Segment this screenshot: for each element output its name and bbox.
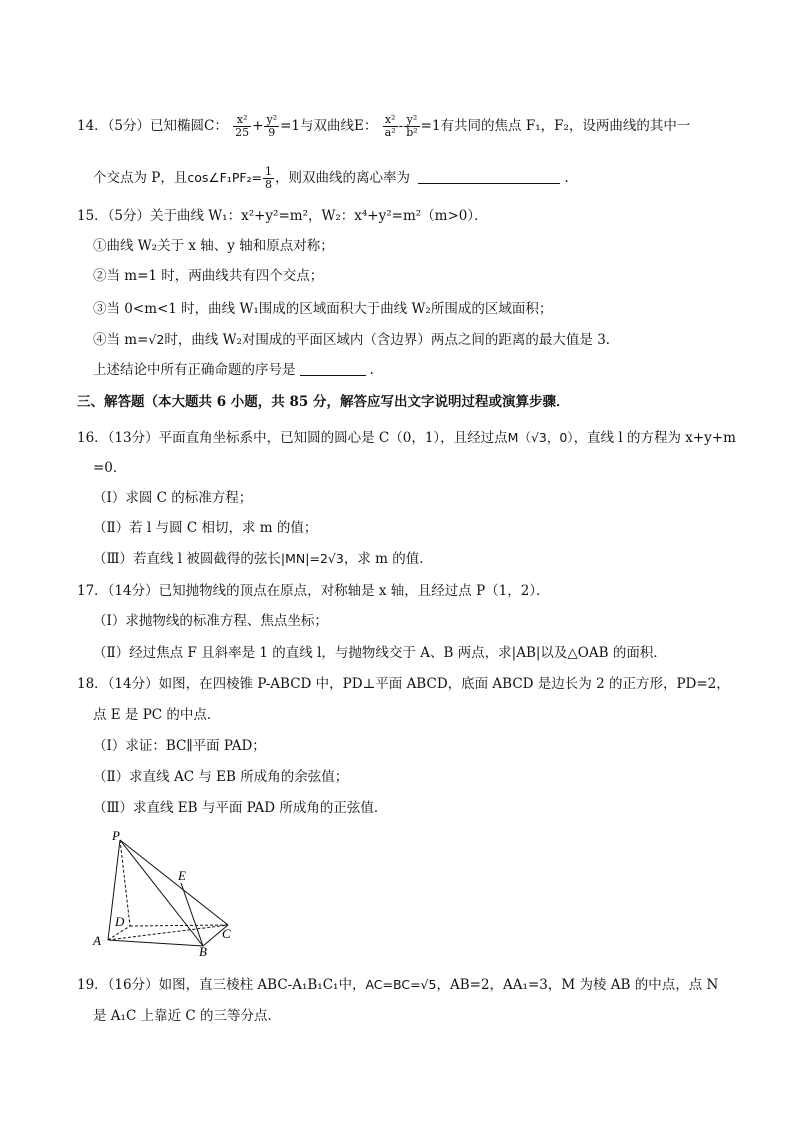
label-p: P <box>112 828 120 843</box>
q19-ac-bc: AC=BC=√5 <box>365 977 437 992</box>
q16-point-m: M（√3，0） <box>507 430 574 445</box>
q18-item-1: （Ⅰ）求证：BC∥平面 PAD； <box>93 738 266 754</box>
q14-text: 14．（5分）已知椭圆 <box>77 118 205 134</box>
q16-line2: =0． <box>93 460 127 476</box>
pyramid-figure <box>88 828 248 958</box>
q18-item-3: （Ⅲ）求直线 EB 与平面 PAD 所成角的正弦值． <box>93 800 388 816</box>
q15-last: 上述结论中所有正确命题的序号是 . <box>93 362 374 378</box>
edge-pc <box>120 840 228 925</box>
q14-ellipse-label: C： <box>204 118 228 134</box>
q16-item-1: （Ⅰ）求圆 C 的标准方程； <box>93 490 253 506</box>
q15-item-2: ②当 m=1 时，两曲线共有四个交点； <box>93 268 324 284</box>
edge-pb <box>120 840 203 946</box>
q14-frac-1-8: $\frac{1}{8}$ <box>265 165 273 191</box>
q15-line1: 15．（5分）关于曲线 W₁：x²+y²=m²，W₂：x⁴+y²=m²（m>0）． <box>77 208 488 224</box>
q14-line1: 14．（5分）已知椭圆C： $\frac{\text{x²}}{25}$ + $\frac{\text{y²}}{9}$ =1与双曲线E： $\frac{\text{x²}}{\text{a²}}$ - $\frac{\text{y²}}{\text{b²}}$ =1有共同的焦点 F₁，F₂，设两曲线的其中一 <box>77 113 691 139</box>
label-b: B <box>199 944 207 958</box>
q15-item-4: ④当 m=√2时，曲线 W₂对围成的平面区域内（含边界）两点之间的距离的最大值是 3． <box>93 332 620 348</box>
q15-item-1: ①曲线 W₂关于 x 轴、y 轴和原点对称； <box>93 238 334 254</box>
q16-item-2: （Ⅱ）若 l 与圆 C 相切，求 m 的值； <box>93 520 318 536</box>
diagonal-ac <box>108 925 228 940</box>
edge-ab <box>108 940 203 946</box>
edge-dc <box>130 925 228 926</box>
q15-item-3: ③当 0<m<1 时，曲线 W₁围成的区域面积大于曲线 W₂所围成的区域面积； <box>93 301 553 317</box>
q18-line1: 18．（14分）如图，在四棱锥 P-ABCD 中，PD⊥平面 ABCD，底面 ABCD 是边长为 2 的正方形，PD=2， <box>77 676 730 692</box>
q14-line2: 个交点为 P，且cos∠F₁PF₂= $\frac{1}{8}$ ，则双曲线的离心率为 . <box>93 165 569 191</box>
q17-line1: 17．（14分）已知抛物线的顶点在原点，对称轴是 x 轴，且经过点 P（1，2）． <box>77 583 550 599</box>
q14-frac-y2-b2: $\frac{\text{y²}}{\text{b²}}$ <box>406 113 418 139</box>
q19-line2: 是 A₁C 上靠近 C 的三等分点． <box>93 1008 281 1024</box>
q14-answer-blank[interactable] <box>418 169 560 184</box>
segment-eb <box>181 883 203 946</box>
q14-cos-expr: cos∠F₁PF₂= <box>187 170 263 185</box>
q16-item-3: （Ⅲ）若直线 l 被圆截得的弦长|MN|=2√3，求 m 的值． <box>93 551 433 567</box>
label-c: C <box>222 926 231 941</box>
q14-frac-y2-9: $\frac{\text{y²}}{9}$ <box>266 113 278 139</box>
q14-frac-x2-a2: $\frac{\text{x²}}{\text{a²}}$ <box>384 113 396 139</box>
q18-item-2: （Ⅱ）求直线 AC 与 EB 所成角的余弦值； <box>93 769 349 785</box>
q19-line1: 19．（16分）如图，直三棱柱 ABC-A₁B₁C₁中，AC=BC=√5，AB=2，AA₁=3，M 为棱 AB 的中点，点 N <box>77 977 719 993</box>
q16-chord-length: |MN|=2√3 <box>280 551 344 566</box>
label-e: E <box>178 868 186 883</box>
q15-sqrt2: √2 <box>148 332 165 347</box>
q16-line1: 16．（13分）平面直角坐标系中，已知圆的圆心是 C（0，1），且经过点M（√3，0），直线 l 的方程为 x+y+m <box>77 430 736 446</box>
section-3-heading: 三、解答题（本大题共 6 小题，共 85 分，解答应写出文字说明过程或演算步骤． <box>77 394 570 410</box>
q15-answer-blank[interactable] <box>300 361 366 376</box>
q14-frac-x2-25: $\frac{\text{x²}}{25}$ <box>235 113 250 139</box>
q18-line2: 点 E 是 PC 的中点． <box>93 707 221 723</box>
label-d: D <box>115 914 125 929</box>
q17-item-2: （Ⅱ）经过焦点 F 且斜率是 1 的直线 l，与抛物线交于 A、B 两点，求|AB|以及△OAB 的面积． <box>93 645 667 661</box>
label-a: A <box>93 933 101 948</box>
q17-item-1: （Ⅰ）求抛物线的标准方程、焦点坐标； <box>93 613 328 629</box>
